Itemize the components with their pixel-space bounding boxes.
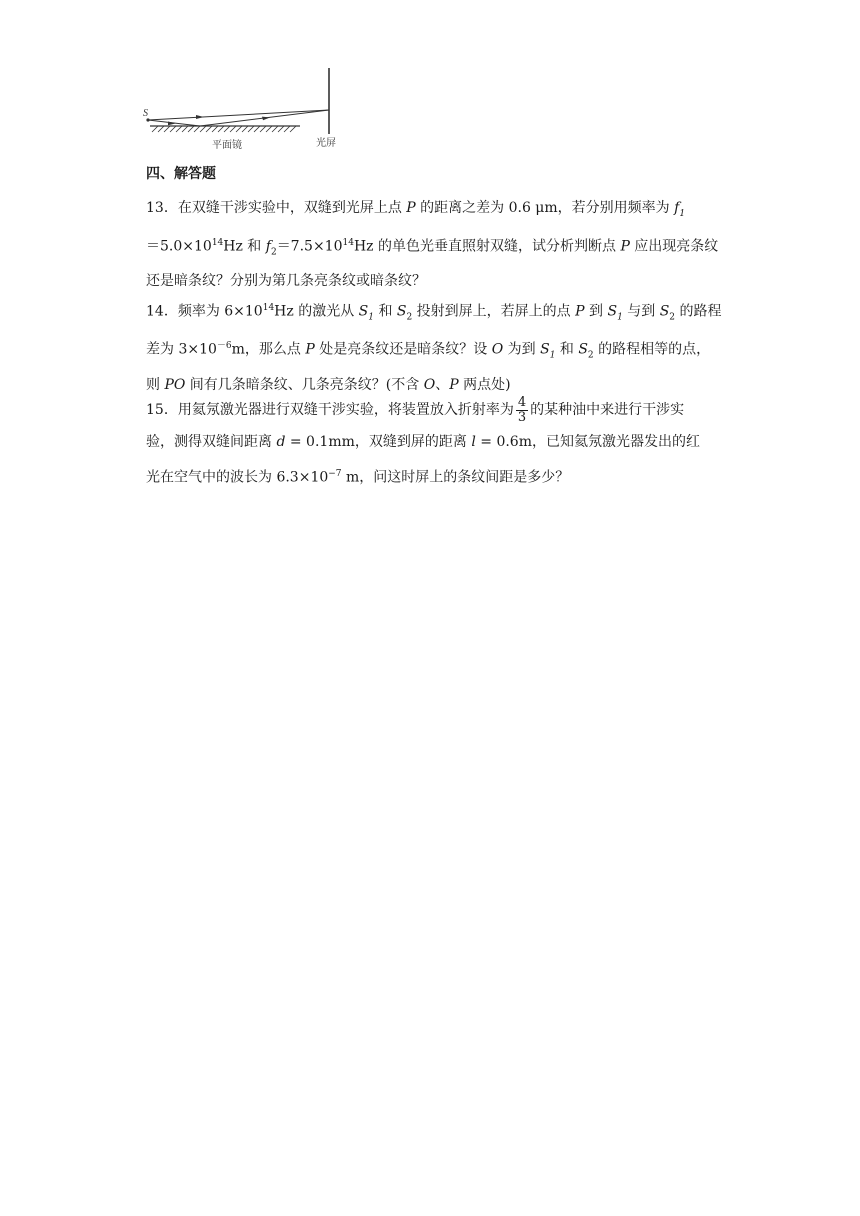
question-13-line-3: 还是暗条纹？分别为第几条亮条纹或暗条纹？ xyxy=(146,273,426,290)
question-14 xyxy=(146,294,720,400)
direct-ray xyxy=(148,110,329,120)
question-15-line-1: 15．用氦氖激光器进行双缝干涉实验，将装置放入折射率为 $\frac{4}{3}$ 的某种油中来进行干涉实 xyxy=(146,394,685,425)
mirror-diagram xyxy=(140,66,350,158)
question-15-line-3: 光在空气中的波长为 $6.3\times 10^{-7}$ m，问这时屏上的条纹间距是多少？ xyxy=(146,469,570,486)
direct-ray-arrow xyxy=(196,115,204,119)
question-13-line-2: $=5.0\times 10^{14}Hz$ 和 $f_2=7.5\times 10^{14}Hz$ 的单色光垂直照射双缝，试分析判断点 P 应出现亮条纹 xyxy=(146,237,719,258)
mirror-hatch xyxy=(152,126,296,132)
question-13-line-1: 13．在双缝干涉实验中，双缝到光屏上点 P 的距离之差为 0.6 μm，若分别用频率为 $f_1$ xyxy=(146,200,686,219)
section-title: 四、解答题 xyxy=(146,166,216,182)
mirror-label: 平面镜 xyxy=(212,140,242,151)
question-14-line-1: 14．频率为 $6\times 10^{14}Hz$ 的激光从 $S_1$ 和 $S_2$ 投射到屏上，若屏上的点 P 到 $S_1$ 与到 $S_2$ 的路程 xyxy=(146,303,722,323)
question-14-line-3: 则 PO 间有几条暗条纹、几条亮条纹？(不含 O、P 两点处) xyxy=(146,376,511,393)
incident-ray-arrow xyxy=(168,122,176,126)
source-label: S xyxy=(143,108,148,119)
question-13 xyxy=(146,194,720,296)
screen-label: 光屏 xyxy=(316,138,336,149)
question-15-line-2: 验，测得双缝间距离 d = 0.1mm，双缝到屏的距离 l = 0.6m，已知氦氖激光器发出的红 xyxy=(146,434,700,450)
fraction-four-thirds: $\frac{4}{3}$ xyxy=(517,394,527,425)
question-14-line-2: 差为 $3\times 10^{-6}m$，那么点 P 处是亮条纹还是暗条纹？设 O 为到 $S_1$ 和 $S_2$ 的路程相等的点， xyxy=(146,341,711,361)
question-15 xyxy=(146,394,720,494)
